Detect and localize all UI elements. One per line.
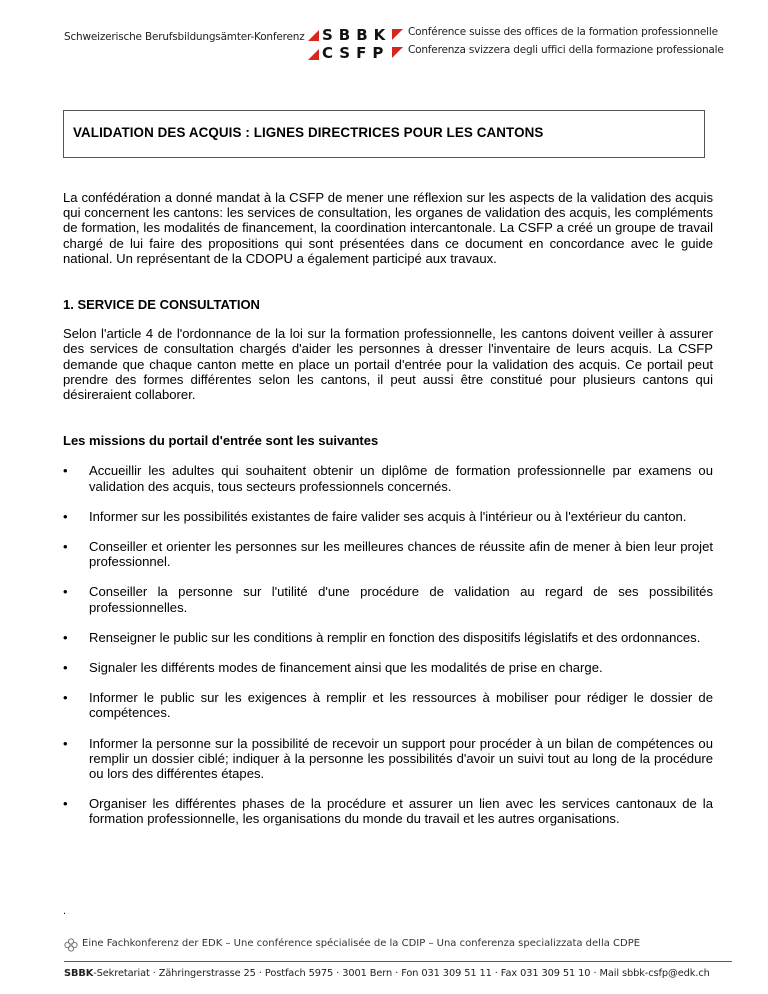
missions-list (63, 463, 713, 826)
org-name-de: Schweizerische Berufsbildungsämter-Konferenz (64, 31, 305, 43)
logo-triangle-left-icon (308, 49, 319, 60)
section-heading: 1. SERVICE DE CONSULTATION (63, 297, 260, 313)
edk-flower-icon (64, 938, 78, 952)
list-item: • Informer le public sur les exigences à remplir et les ressources à mobiliser pour rédiger le dossier de compétences. (63, 690, 713, 720)
document-title: VALIDATION DES ACQUIS : LIGNES DIRECTRICES POUR LES CANTONS (73, 125, 544, 140)
title-box (63, 110, 705, 158)
org-name-it: Conferenza svizzera degli uffici della formazione professionale (408, 44, 724, 56)
logo-triangle-right-icon (392, 47, 403, 58)
sbbk-csfp-logo (308, 26, 403, 66)
footer-address: -Sekretariat · Zähringerstrasse 25 · Postfach 5975 · 3001 Bern · Fon 031 309 51 11 · Fax 031 309 51 10 · Mail sbbk-csfp@edk.ch (93, 968, 710, 979)
logo-triangle-right-icon (392, 29, 403, 40)
list-item: • Conseiller et orienter les personnes sur les meilleures chances de réussite afin de mener à bien leur projet professionnel. (63, 539, 713, 569)
list-item: • Accueillir les adultes qui souhaitent obtenir un diplôme de formation professionnelle par examens ou validation des acquis, tous secteurs professionnels concernés. (63, 463, 713, 493)
list-item: • Signaler les différents modes de financement ainsi que les modalités de prise en charge. (63, 660, 713, 675)
org-name-fr: Conférence suisse des offices de la formation professionnelle (408, 26, 718, 38)
list-item: • Conseiller la personne sur l'utilité d'une procédure de validation au regard de ses possibilités professionnelles. (63, 584, 713, 614)
missions-subheading: Les missions du portail d'entrée sont les suivantes (63, 433, 379, 449)
section-paragraph: Selon l'article 4 de l'ordonnance de la loi sur la formation professionnelle, les cantons doivent veiller à assurer des services de consultation chargés d'aider les personnes à dresser l'inventaire de leurs acquis. La CSFP demande que chaque canton mette en place un portail d'entrée pour la validation des acquis. Ce portail peut prendre des formes différentes selon les cantons, il peut aussi être constitué pour plusieurs cantons qui désireraient collaborer. (63, 326, 713, 403)
list-item: • Informer la personne sur la possibilité de recevoir un support pour procéder à un bilan de compétences ou remplir un dossier ciblé; indiquer à la personne les possibilités d'avoir un suivi tout au long de la procédure ou lors des différentes étapes. (63, 736, 713, 782)
list-item: • Renseigner le public sur les conditions à remplir en fonction des dispositifs législatifs et des ordonnances. (63, 630, 713, 645)
list-item: • Informer sur les possibilités existantes de faire valider ses acquis à l'intérieur ou à l'extérieur du canton. (63, 509, 713, 524)
footer-conference-line: Eine Fachkonferenz der EDK – Une conférence spécialisée de la CDIP – Una conferenza specializzata della CDPE (82, 938, 641, 949)
footer-org-abbr: SBBK (64, 968, 94, 979)
footer-address-line (64, 968, 732, 979)
list-item: • Organiser les différentes phases de la procédure et assurer un lien avec les services cantonaux de la formation professionnelle, les organisations du monde du travail et les autres organisations. (63, 796, 713, 826)
logo-text-sbbk: SBBK (322, 26, 392, 44)
letterhead (64, 26, 728, 66)
document-body (63, 190, 713, 842)
footer (64, 938, 732, 979)
footer-divider (64, 961, 732, 962)
logo-triangle-left-icon (308, 30, 319, 41)
stray-mark: . (63, 905, 67, 917)
intro-paragraph: La confédération a donné mandat à la CSFP de mener une réflexion sur les aspects de la validation des acquis qui concernent les cantons: les services de consultation, les organes de validation des acquis, les compléments de formation, les modalités de financement, la coordination intercantonale. La CSFP a créé un groupe de travail chargé de lui faire des propositions qui sont présentées dans ce document en concordance avec le guide national. Un représentant de la CDOPU a également participé aux travaux. (63, 190, 713, 266)
logo-text-csfp: CSFP (322, 44, 390, 62)
